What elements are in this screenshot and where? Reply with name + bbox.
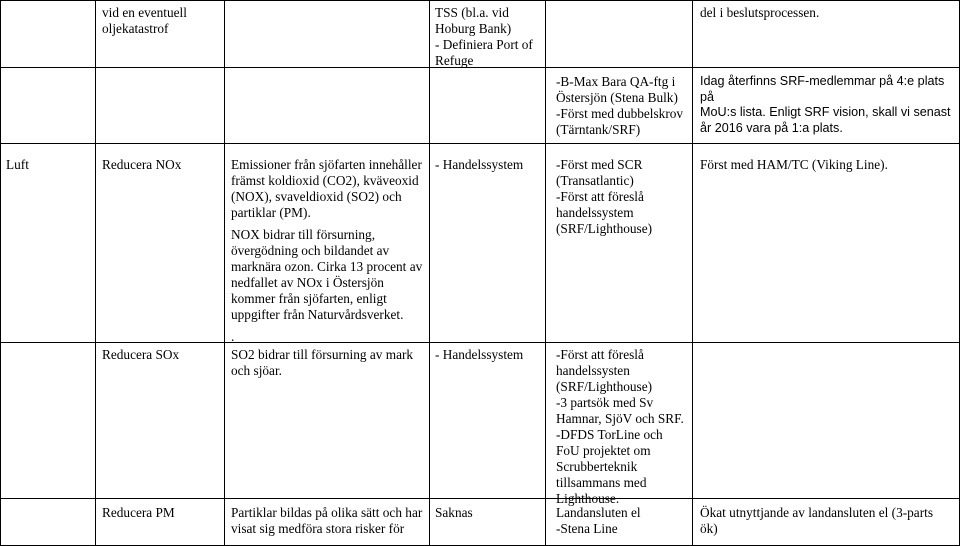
column-divider-1 <box>95 0 96 546</box>
sox-instrument: - Handelssystem <box>435 347 524 362</box>
sox-actions: -Först att föreslå handelssysten (SRF/Lighthouse) -3 partsök med Sv Hamnar, SjöV och SRF. -DFDS TorLine och FoU projektet om Scrubberteknik tillsammans med Lighthouse. <box>556 347 684 506</box>
row1-col4-text: TSS (bl.a. vid Hoburg Bank) - Definiera Port of Refuge <box>435 5 533 68</box>
pm-instrument: Saknas <box>435 505 473 520</box>
row1-col6-text: del i beslutsprocessen. <box>700 5 820 20</box>
nox-description-dot: . <box>231 329 235 344</box>
nox-status: Först med HAM/TC (Viking Line). <box>700 157 888 172</box>
row2-col5-text: -B-Max Bara QA-ftg i Östersjön (Stena Bulk) -Först med dubbelskrov (Tärntank/SRF) <box>556 74 684 137</box>
pm-actions: Landansluten el -Stena Line <box>556 505 641 536</box>
nox-description-effects: NOX bidrar till försurning, övergödning och bildandet av marknära ozon. Cirka 13 procent av nedfallet av NOx i Östersjön kommer från sjöfarten, enligt uppgifter från Naturvårdsverket. <box>231 227 423 322</box>
category-luft: Luft <box>6 157 29 172</box>
row-divider-top <box>0 0 960 1</box>
row-divider-3 <box>0 342 960 343</box>
goal-reducera-nox: Reducera NOx <box>102 157 182 172</box>
nox-instrument: - Handelssystem <box>435 157 524 172</box>
pm-description: Partiklar bildas på olika sätt och har visat sig medföra stora risker för <box>231 505 423 536</box>
sox-description: SO2 bidrar till försurning av mark och sjöar. <box>231 347 414 378</box>
goal-reducera-pm: Reducera PM <box>102 505 175 520</box>
row2-col6-text: Idag återfinns SRF-medlemmar på 4:e plats på MoU:s lista. Enligt SRF vision, skall vi senast år 2016 vara på 1:a plats. <box>700 74 951 135</box>
pm-status: Ökat utnyttjande av landansluten el (3-parts ök) <box>700 505 933 536</box>
nox-description-emissions: Emissioner från sjöfarten innehåller främst koldioxid (CO2), kväveoxid (NOX), svaveldioxid (SO2) och partiklar (PM). <box>231 157 422 220</box>
table-border-left <box>0 0 1 546</box>
column-divider-4 <box>545 0 546 546</box>
column-divider-3 <box>429 0 430 546</box>
column-divider-5 <box>692 0 693 546</box>
row1-col1-text: vid en eventuell oljekatastrof <box>102 5 187 36</box>
nox-description <box>231 157 427 345</box>
nox-actions: -Först med SCR (Transatlantic) -Först att föreslå handelssystem (SRF/Lighthouse) <box>556 157 653 236</box>
row-divider-4 <box>0 498 960 499</box>
goal-reducera-sox: Reducera SOx <box>102 347 180 362</box>
column-divider-2 <box>224 0 225 546</box>
row-divider-2 <box>0 143 960 144</box>
